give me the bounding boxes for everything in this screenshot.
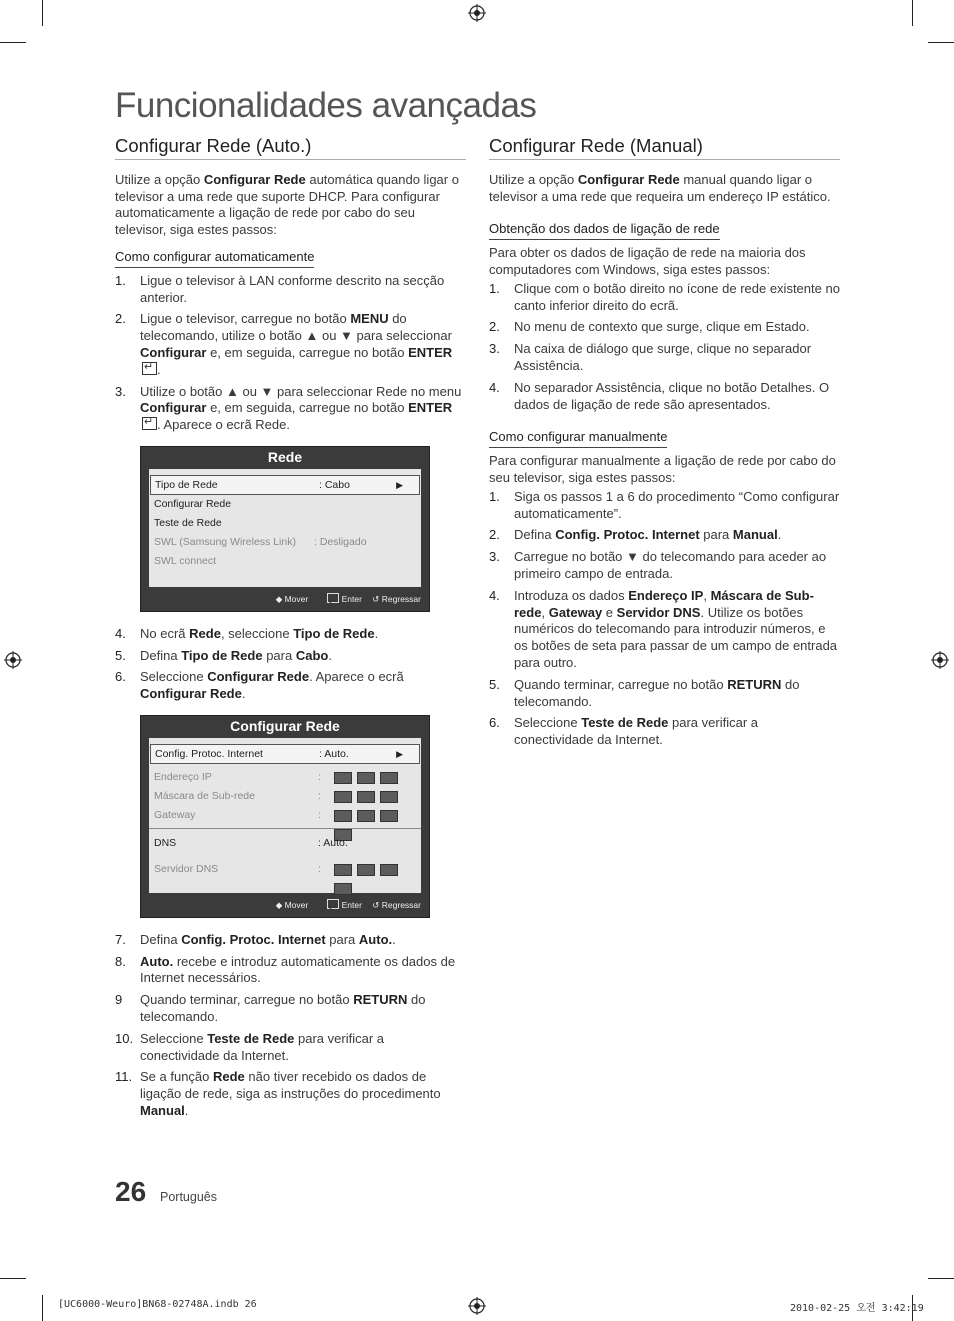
menu-item-dns[interactable]: DNS : Auto.: [154, 836, 348, 849]
enter-icon: [142, 417, 157, 430]
list-item: 3. Na caixa de diálogo que surge, clique no separador Assistência.: [489, 341, 812, 373]
tv-screen-rede: [140, 446, 430, 612]
step-number: 10.: [115, 1030, 134, 1046]
crop-mark: [42, 1295, 43, 1321]
list-item: 1. Ligue o televisor à LAN conforme descrito na secção anterior.: [115, 272, 445, 305]
screen-menu: [149, 469, 421, 587]
timestamp-slug: 2010-02-25 오전 3:42:19: [790, 1303, 924, 1314]
list-item: 6. Seleccione Configurar Rede. Aparece o ecrã Configurar Rede.: [115, 669, 404, 702]
field-servidor-dns: Servidor DNS :: [150, 860, 420, 879]
list-item: 4. No separador Assistência, clique no botão Detalhes. O dados de ligação de rede são apresentados.: [489, 379, 830, 412]
crop-mark: [928, 1278, 954, 1279]
file-slug: [UC6000-Weuro]BN68-02748A.indb 26: [58, 1299, 257, 1310]
list-item: 1. Clique com o botão direito no ícone de rede existente no canto inferior direito do ecrã.: [489, 280, 840, 313]
enter-icon: [142, 362, 157, 375]
subheading: Como configurar automaticamente: [115, 249, 314, 268]
step-list: [115, 932, 466, 1120]
step-number: 7.: [115, 931, 126, 947]
list-item: 4. No ecrã Rede, seleccione Tipo de Rede.: [115, 625, 379, 641]
step-list: [489, 489, 840, 749]
step-number: 1.: [489, 280, 500, 296]
tv-screen-configurar-rede: [140, 715, 430, 918]
paragraph: Para configurar manualmente a ligação de rede por cabo do seu televisor, siga estes passos:: [489, 453, 836, 485]
field-endereco-ip: Endereço IP :: [150, 768, 420, 787]
step-number: 4.: [115, 625, 126, 641]
step-number: 2.: [489, 527, 500, 543]
step-number: 4.: [489, 587, 500, 603]
step-list: [489, 281, 840, 414]
step-number: 1.: [489, 488, 500, 504]
list-item: 5. Defina Tipo de Rede para Cabo.: [115, 647, 332, 663]
arrow-right-icon: ▶: [396, 748, 403, 759]
step-number: 1.: [115, 272, 126, 288]
enter-icon: [327, 899, 339, 909]
list-item: 11. Se a função Rede não tiver recebido os dados de ligação de rede, siga as instruções do procedimento Manual.: [115, 1069, 441, 1118]
screen-title: Rede: [267, 448, 303, 465]
menu-item-configurar-rede[interactable]: Configurar Rede: [154, 497, 232, 510]
list-item: 1. Siga os passos 1 a 6 do procedimento “Como configurar automaticamente”.: [489, 488, 840, 521]
step-number: 9: [115, 992, 123, 1008]
language-label: Português: [160, 1190, 217, 1204]
menu-item-config-protoc[interactable]: Config. Protoc. Internet : Auto. ▶: [150, 744, 420, 764]
list-item: 4. Introduza os dados Endereço IP, Máscara de Sub-rede, Gateway e Servidor DNS. Utilize os botões numéricos do telecomando para introduzir números, e os botões de seta para passar de um campo de entrada para outro.: [489, 587, 838, 670]
ip-boxes: [334, 864, 420, 902]
screen-menu: [149, 738, 421, 893]
registration-mark-icon: [4, 651, 22, 669]
step-number: 5.: [115, 647, 126, 663]
crop-mark: [0, 42, 26, 43]
intro-paragraph: Utilize a opção Configurar Rede automática quando ligar o televisor a uma rede que suporte DHCP. Para configurar automaticamente a ligação de rede por cabo do seu televisor, siga estes passos:: [115, 171, 459, 238]
move-hint: ◆ Mover: [275, 899, 309, 910]
intro-paragraph: Utilize a opção Configurar Rede manual quando ligar o televisor a uma rede que requeira um endereço IP estático.: [489, 171, 831, 204]
section-heading: Configurar Rede (Auto.): [115, 138, 466, 160]
list-item: 3. Carregue no botão ▼ do telecomando para aceder ao primeiro campo de entrada.: [489, 549, 827, 581]
paragraph: Para obter os dados de ligação de rede na maioria dos computadores com Windows, siga estes passos:: [489, 245, 806, 277]
menu-item-swl-connect: SWL connect: [154, 554, 217, 567]
enter-icon: [327, 593, 339, 603]
enter-hint: ↵ Enter: [319, 900, 362, 910]
list-item: 7. Defina Config. Protoc. Internet para Auto..: [115, 931, 396, 947]
list-item: 2. Ligue o televisor, carregue no botão MENU do telecomando, utilize o botão ▲ ou ▼ para seleccionar Configurar e, em seguida, carregue no botão ENTER↵.: [115, 311, 466, 378]
step-number: 2.: [115, 311, 126, 327]
arrow-right-icon: ▶: [396, 479, 403, 490]
return-hint: ↺ Regressar: [372, 899, 421, 910]
step-number: 5.: [489, 676, 500, 692]
crop-mark: [0, 1278, 26, 1279]
registration-mark-icon: [468, 4, 486, 22]
subheading: Como configurar manualmente: [489, 429, 667, 448]
enter-hint: ↵ Enter: [319, 594, 362, 604]
page-number: 26: [115, 1176, 147, 1207]
step-number: 6.: [489, 715, 500, 731]
field-gateway: Gateway :: [150, 806, 420, 825]
list-item: 10. Seleccione Teste de Rede para verificar a conectividade da Internet.: [115, 1030, 384, 1063]
right-column: [489, 135, 840, 761]
step-number: 3.: [489, 549, 500, 565]
return-hint: ↺ Regressar: [372, 593, 421, 604]
page-title: Funcionalidades avançadas: [115, 86, 537, 125]
field-mascara: Máscara de Sub-rede :: [150, 787, 420, 806]
left-column: [115, 135, 466, 1132]
registration-mark-icon: [931, 651, 949, 669]
screen-title: Configurar Rede: [230, 717, 340, 734]
list-item: 2. No menu de contexto que surge, clique em Estado.: [489, 319, 810, 335]
list-item: 6. Seleccione Teste de Rede para verificar a conectividade da Internet.: [489, 715, 758, 748]
list-item: 3. Utilize o botão ▲ ou ▼ para seleccionar Rede no menu Configurar e, em seguida, carregue no botão ENTER↵. Aparece o ecrã Rede.: [115, 384, 466, 434]
screen-footer: [141, 587, 429, 611]
step-number: 8.: [115, 953, 126, 969]
move-hint: ◆ Mover: [275, 593, 309, 604]
step-list: [115, 273, 466, 434]
crop-mark: [928, 42, 954, 43]
list-item: 5. Quando terminar, carregue no botão RETURN do telecomando.: [489, 676, 800, 709]
crop-mark: [912, 0, 913, 26]
step-number: 11.: [115, 1069, 133, 1085]
subheading: Obtenção dos dados de ligação de rede: [489, 221, 720, 240]
section-heading: Configurar Rede (Manual): [489, 138, 840, 160]
crop-mark: [42, 0, 43, 26]
registration-mark-icon: [468, 1297, 486, 1315]
menu-item-teste-de-rede[interactable]: Teste de Rede: [154, 516, 222, 529]
step-list: [115, 626, 466, 703]
list-item: 2. Defina Config. Protoc. Internet para Manual.: [489, 527, 782, 543]
step-number: 2.: [489, 319, 500, 335]
step-number: 6.: [115, 669, 126, 685]
list-item: 8. Auto. recebe e introduz automaticamente os dados de Internet necessários.: [115, 953, 456, 986]
step-number: 3.: [115, 383, 126, 399]
menu-item-tipo-de-rede[interactable]: Tipo de Rede : Cabo ▶: [150, 475, 420, 495]
list-item: 9 Quando terminar, carregue no botão RETURN do telecomando.: [115, 992, 426, 1024]
step-number: 4.: [489, 379, 500, 395]
step-number: 3.: [489, 341, 500, 357]
menu-item-swl: SWL (Samsung Wireless Link) : Desligado: [154, 535, 367, 548]
